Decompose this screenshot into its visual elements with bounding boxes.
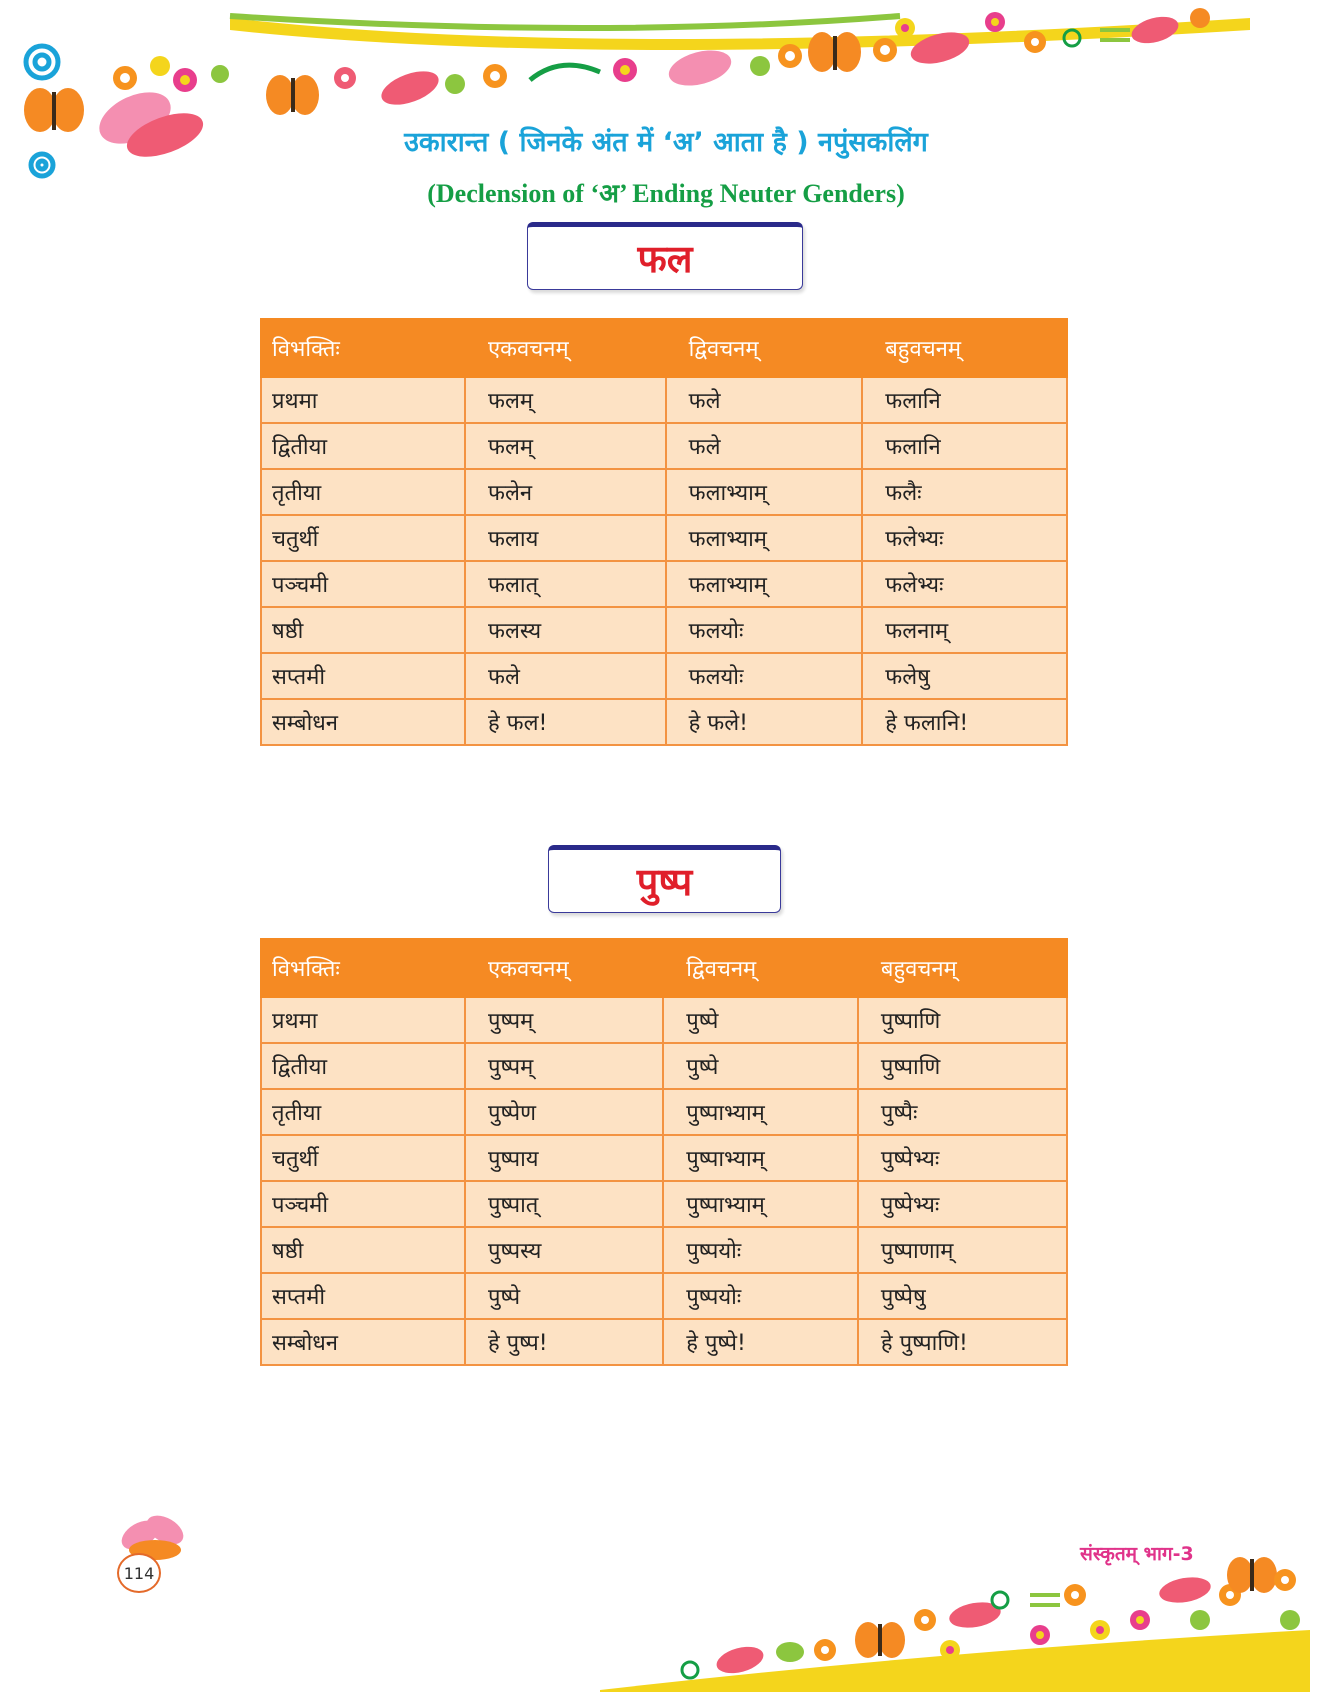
cell: फलस्य [465,607,666,653]
cell: फलाभ्याम् [666,561,863,607]
book-title: संस्कृतम् भाग-3 [1080,1543,1194,1565]
header-ekavachanam: एकवचनम् [465,319,666,377]
heading-hindi: उकारान्त ( जिनके अंत में ‘अ’ आता है ) नपुंसकलिंग [404,127,928,158]
cell: पुष्पम् [465,997,663,1043]
cell: पुष्पाय [465,1135,663,1181]
table-row [261,653,1067,699]
cell: फलेन [465,469,666,515]
heading-english: (Declension of ‘अ’ Ending Neuter Genders) [427,179,905,208]
cell: पुष्पस्य [465,1227,663,1273]
cell: पुष्पेभ्यः [858,1135,1067,1181]
cell: फलानि [862,377,1067,423]
top-floral-border [0,0,1332,200]
word-title-pushpa: पुष्प [548,845,781,913]
cell: फलनाम् [862,607,1067,653]
cell: फलाय [465,515,666,561]
cell: पुष्पेषु [858,1273,1067,1319]
cell: हे फले! [666,699,863,745]
cell: पुष्पात् [465,1181,663,1227]
table-header-row [261,939,1067,997]
cell: सम्बोधन [261,1319,465,1365]
cell: हे पुष्पे! [663,1319,858,1365]
cell: फलयोः [666,653,863,699]
cell: चतुर्थी [261,1135,465,1181]
cell: फले [666,423,863,469]
cell: पुष्पाभ्याम् [663,1181,858,1227]
table-row [261,1135,1067,1181]
cell: हे पुष्प! [465,1319,663,1365]
cell: तृतीया [261,1089,465,1135]
table-row [261,1089,1067,1135]
cell: सप्तमी [261,1273,465,1319]
cell: हे फलानि! [862,699,1067,745]
page-number: 114 [117,1553,161,1593]
cell: फलेषु [862,653,1067,699]
cell: फलाभ्याम् [666,515,863,561]
header-bahuvachanam: बहुवचनम् [862,319,1067,377]
cell: सप्तमी [261,653,465,699]
cell: पुष्पे [663,997,858,1043]
table-header-row [261,319,1067,377]
table-row [261,1319,1067,1365]
cell: पुष्पाणि [858,1043,1067,1089]
cell: पुष्पे [663,1043,858,1089]
cell: षष्ठी [261,1227,465,1273]
cell: फलेभ्यः [862,561,1067,607]
cell: फलम् [465,423,666,469]
cell: तृतीया [261,469,465,515]
table-row [261,699,1067,745]
cell: हे फल! [465,699,666,745]
cell: सम्बोधन [261,699,465,745]
cell: पुष्पयोः [663,1273,858,1319]
cell: फलयोः [666,607,863,653]
cell: पुष्पेण [465,1089,663,1135]
table-row [261,607,1067,653]
table-row [261,469,1067,515]
cell: फलम् [465,377,666,423]
header-vibhakti: विभक्तिः [261,319,465,377]
header-ekavachanam: एकवचनम् [465,939,663,997]
cell: हे पुष्पाणि! [858,1319,1067,1365]
cell: पञ्चमी [261,561,465,607]
table-row [261,423,1067,469]
cell: षष्ठी [261,607,465,653]
table-row [261,1227,1067,1273]
header-vibhakti: विभक्तिः [261,939,465,997]
cell: फलात् [465,561,666,607]
table-row [261,1273,1067,1319]
cell: फले [465,653,666,699]
cell: पुष्पम् [465,1043,663,1089]
header-dvivachanam: द्विवचनम् [666,319,863,377]
table-row [261,997,1067,1043]
table-row [261,515,1067,561]
table-row [261,561,1067,607]
declension-table-pushpa [260,938,1068,1366]
cell: द्वितीया [261,423,465,469]
cell: पुष्पे [465,1273,663,1319]
word-title-phala: फल [527,222,803,290]
cell: फले [666,377,863,423]
cell: पुष्पैः [858,1089,1067,1135]
cell: पुष्पाभ्याम् [663,1135,858,1181]
cell: पुष्पाभ्याम् [663,1089,858,1135]
cell: चतुर्थी [261,515,465,561]
cell: फलैः [862,469,1067,515]
cell: प्रथमा [261,377,465,423]
cell: पुष्पेभ्यः [858,1181,1067,1227]
cell: पञ्चमी [261,1181,465,1227]
declension-table-phala [260,318,1068,746]
table-row [261,1043,1067,1089]
cell: द्वितीया [261,1043,465,1089]
cell: पुष्पाणि [858,997,1067,1043]
cell: फलेभ्यः [862,515,1067,561]
bottom-floral-border [0,1500,1332,1692]
header-dvivachanam: द्विवचनम् [663,939,858,997]
cell: फलाभ्याम् [666,469,863,515]
cell: पुष्पयोः [663,1227,858,1273]
table-row [261,377,1067,423]
cell: पुष्पाणाम् [858,1227,1067,1273]
cell: फलानि [862,423,1067,469]
cell: प्रथमा [261,997,465,1043]
header-bahuvachanam: बहुवचनम् [858,939,1067,997]
table-row [261,1181,1067,1227]
